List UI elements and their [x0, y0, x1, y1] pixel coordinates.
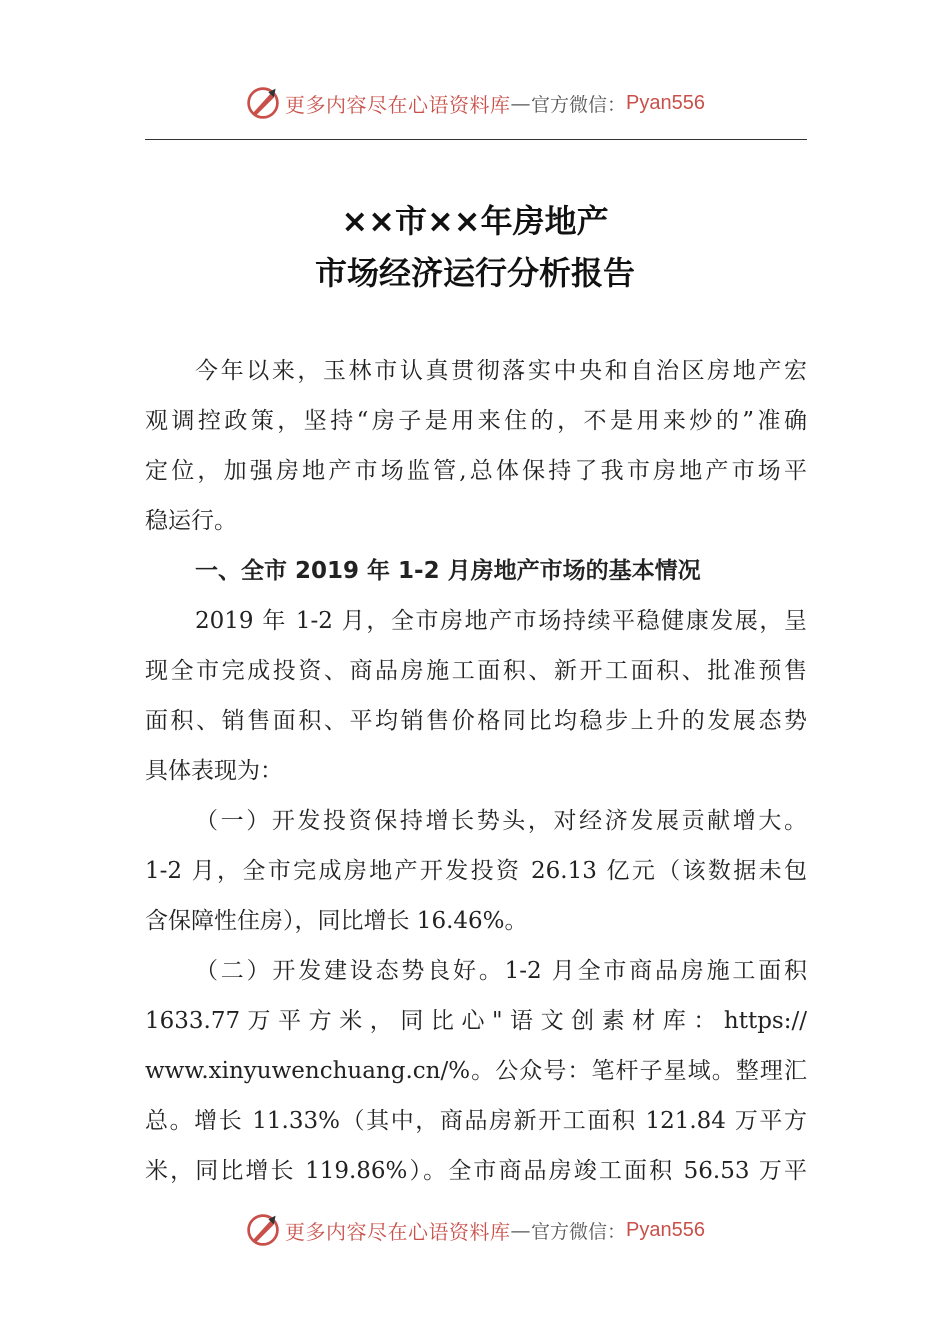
- text-line: 米，同比增长 119.86%）。全市商品房竣工面积 56.53 万平: [145, 1158, 807, 1184]
- section-heading: [145, 546, 807, 596]
- text-line: 含保障性住房），同比增长 16.46%。: [145, 908, 528, 934]
- banner-text: 更多内容尽在心语资料库: [285, 1219, 511, 1244]
- text-line: 2019 年 1-2 月，全市房地产市场持续平稳健康发展，呈: [195, 608, 807, 634]
- item2-paragraph: [145, 946, 807, 1196]
- banner-wechat-id: Pyan556: [626, 1218, 705, 1241]
- text-line: 具体表现为：: [145, 758, 283, 784]
- text-line: 1-2 月，全市完成房地产开发投资 26.13 亿元（该数据未包: [145, 858, 807, 884]
- text-line: （二）开发建设态势良好。1-2 月全市商品房施工面积: [195, 958, 807, 984]
- text-line: （一）开发投资保持增长势头，对经济发展贡献增大。: [195, 808, 807, 834]
- text-line: 现全市完成投资、商品房施工面积、新开工面积、批准预售: [145, 658, 807, 684]
- text-line: 定位，加强房地产市场监管,总体保持了我市房地产市场平: [145, 458, 807, 484]
- banner-wechat-id: Pyan556: [626, 91, 705, 114]
- banner-wechat-label: 官方微信：: [531, 93, 627, 116]
- doc-title-line1: ××市××年房地产: [341, 202, 609, 240]
- section-heading-text: 一、全市 2019 年 1-2 月房地产市场的基本情况: [195, 558, 701, 584]
- pen-logo-icon: [245, 1212, 281, 1248]
- text-line: 今年以来，玉林市认真贯彻落实中央和自治区房地产宏: [195, 358, 807, 384]
- item1-paragraph: [145, 796, 807, 946]
- banner-dash: —: [510, 1218, 531, 1242]
- text-line: 观调控政策，坚持“房子是用来住的，不是用来炒的”准确: [145, 408, 807, 434]
- doc-title-line2: 市场经济运行分析报告: [314, 254, 635, 292]
- footer-banner: [0, 1205, 950, 1255]
- text-line: 稳运行。: [145, 508, 237, 534]
- text-line: 面积、销售面积、平均销售价格同比均稳步上升的发展态势: [145, 708, 807, 734]
- banner-wechat-label: 官方微信：: [531, 1220, 627, 1243]
- intro-paragraph: [145, 346, 807, 546]
- text-line: www.xinyuwenchuang.cn/%。公众号：笔杆子星域。整理汇: [145, 1058, 807, 1084]
- header-divider: [145, 139, 807, 140]
- pen-logo-icon: [245, 85, 281, 121]
- banner-dash: —: [510, 91, 531, 115]
- banner-text: 更多内容尽在心语资料库: [285, 92, 511, 117]
- section1-paragraph: [145, 596, 807, 796]
- text-line: 总。增长 11.33%（其中，商品房新开工面积 121.84 万平方: [145, 1108, 807, 1134]
- header-banner: [0, 78, 950, 128]
- text-line: 1633.77 万 平 方 米 ， 同 比 心 " 语 文 创 素 材 库 ： https://: [145, 1008, 807, 1034]
